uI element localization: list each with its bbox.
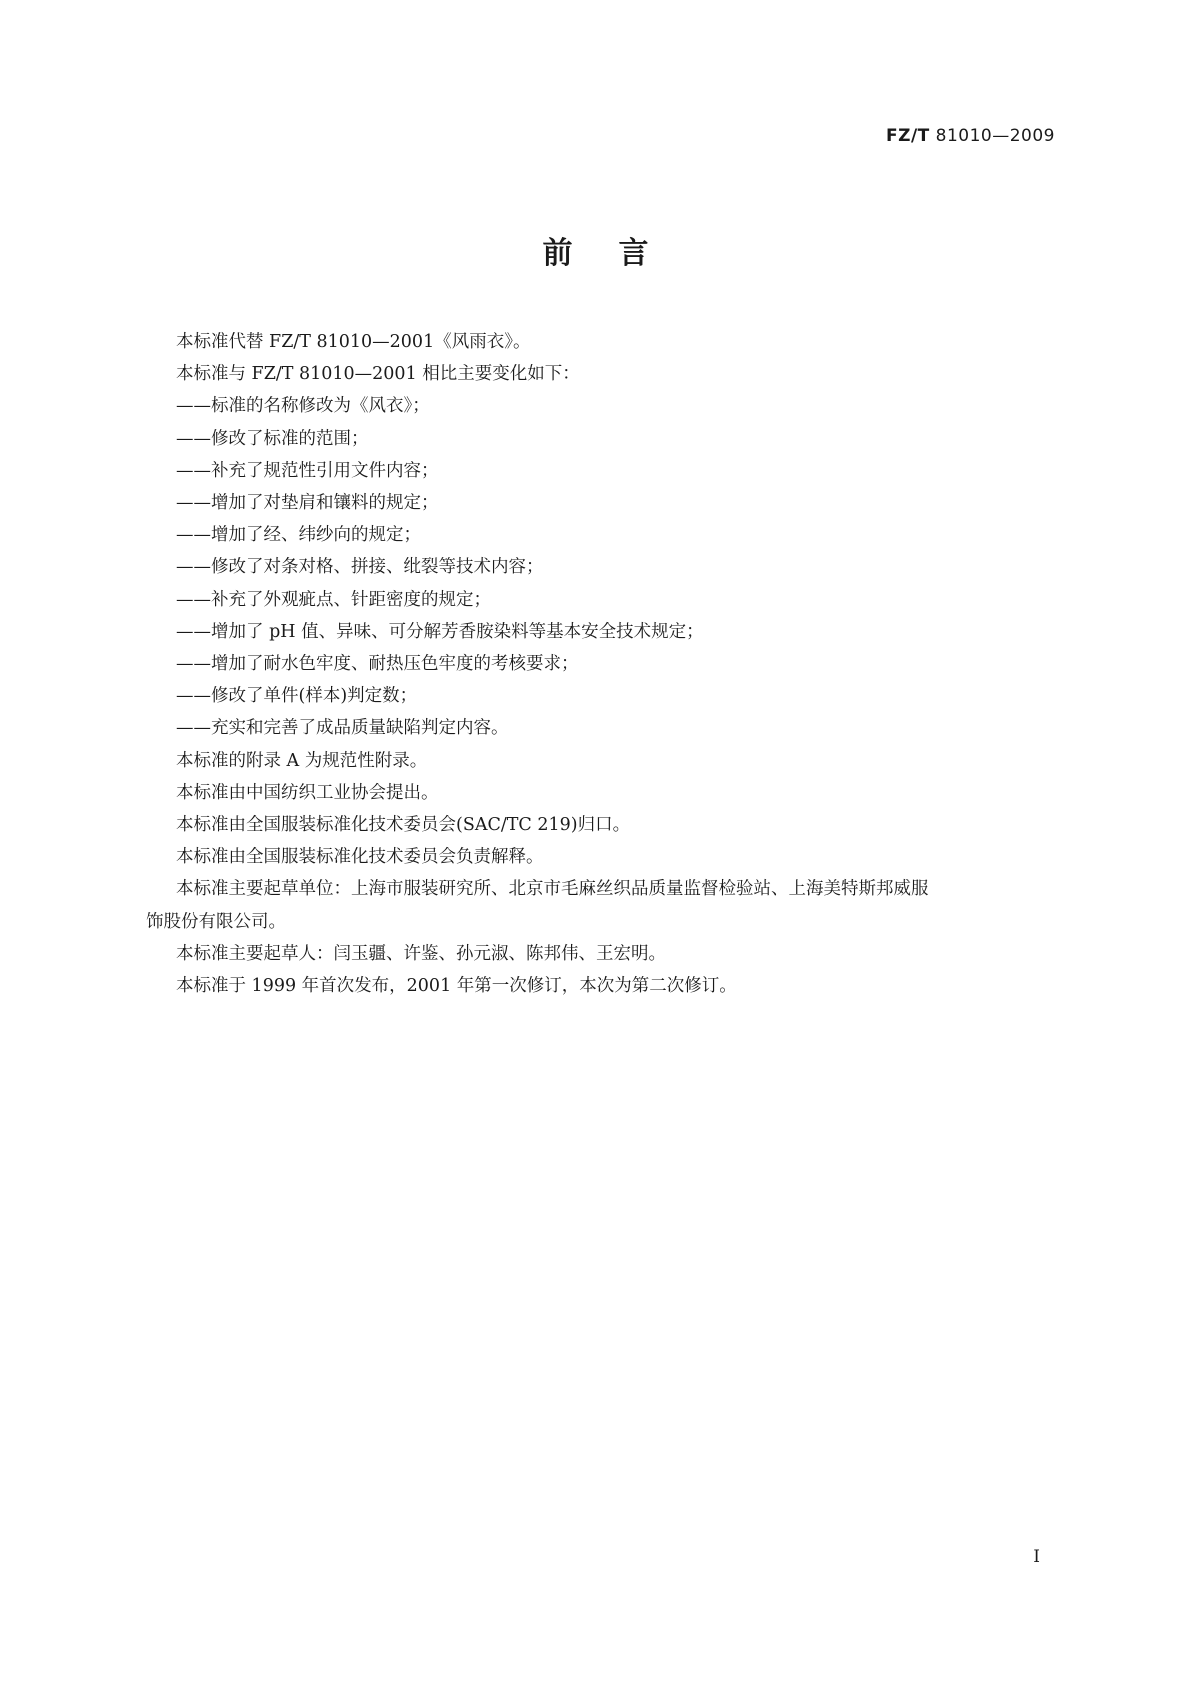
paragraph-changes-intro: 本标准与 FZ/T 81010—2001 相比主要变化如下： [176, 364, 580, 385]
standard-code-prefix: FZ/T [886, 126, 930, 146]
change-item: ——补充了外观疵点、针距密度的规定； [176, 589, 491, 610]
paragraph-interpretation: 本标准由全国服装标准化技术委员会负责解释。 [176, 847, 544, 868]
change-item: ——增加了耐水色牢度、耐热压色牢度的考核要求； [176, 654, 579, 675]
paragraph-drafting-units: 本标准主要起草单位：上海市服装研究所、北京市毛麻丝织品质量监督检验站、上海美特斯邦威服 [176, 879, 929, 900]
change-item: ——修改了单件(样本)判定数； [176, 686, 418, 707]
standard-code [886, 126, 1055, 146]
paragraph-proposer: 本标准由中国纺织工业协会提出。 [176, 782, 439, 803]
change-item: ——充实和完善了成品质量缺陷判定内容。 [176, 718, 509, 739]
change-item: ——增加了 pH 值、异味、可分解芳香胺染料等基本安全技术规定； [176, 621, 704, 642]
page-title: 前言 [542, 236, 695, 271]
paragraph-administered: 本标准由全国服装标准化技术委员会(SAC/TC 219)归口。 [176, 815, 631, 836]
paragraph-history: 本标准于 1999 年首次发布，2001 年第一次修订，本次为第二次修订。 [176, 976, 737, 997]
change-item: ——增加了经、纬纱向的规定； [176, 525, 421, 546]
change-item: ——增加了对垫肩和镶料的规定； [176, 493, 439, 514]
page-number: I [1033, 1547, 1040, 1567]
paragraph-drafting-units-continued: 饰股份有限公司。 [146, 911, 286, 932]
foreword-body [146, 326, 1060, 1002]
change-item: ——修改了对条对格、拼接、纰裂等技术内容； [176, 557, 544, 578]
change-item: ——标准的名称修改为《风衣》； [176, 396, 430, 417]
paragraph-appendix: 本标准的附录 A 为规范性附录。 [176, 750, 428, 771]
paragraph-drafters: 本标准主要起草人：闫玉疆、许鉴、孙元淑、陈邦伟、王宏明。 [176, 943, 666, 964]
change-item: ——修改了标准的范围； [176, 428, 369, 449]
paragraph-replaces: 本标准代替 FZ/T 81010—2001《风雨衣》。 [176, 332, 531, 352]
standard-code-number: 81010—2009 [935, 126, 1055, 146]
change-item: ——补充了规范性引用文件内容； [176, 460, 439, 481]
